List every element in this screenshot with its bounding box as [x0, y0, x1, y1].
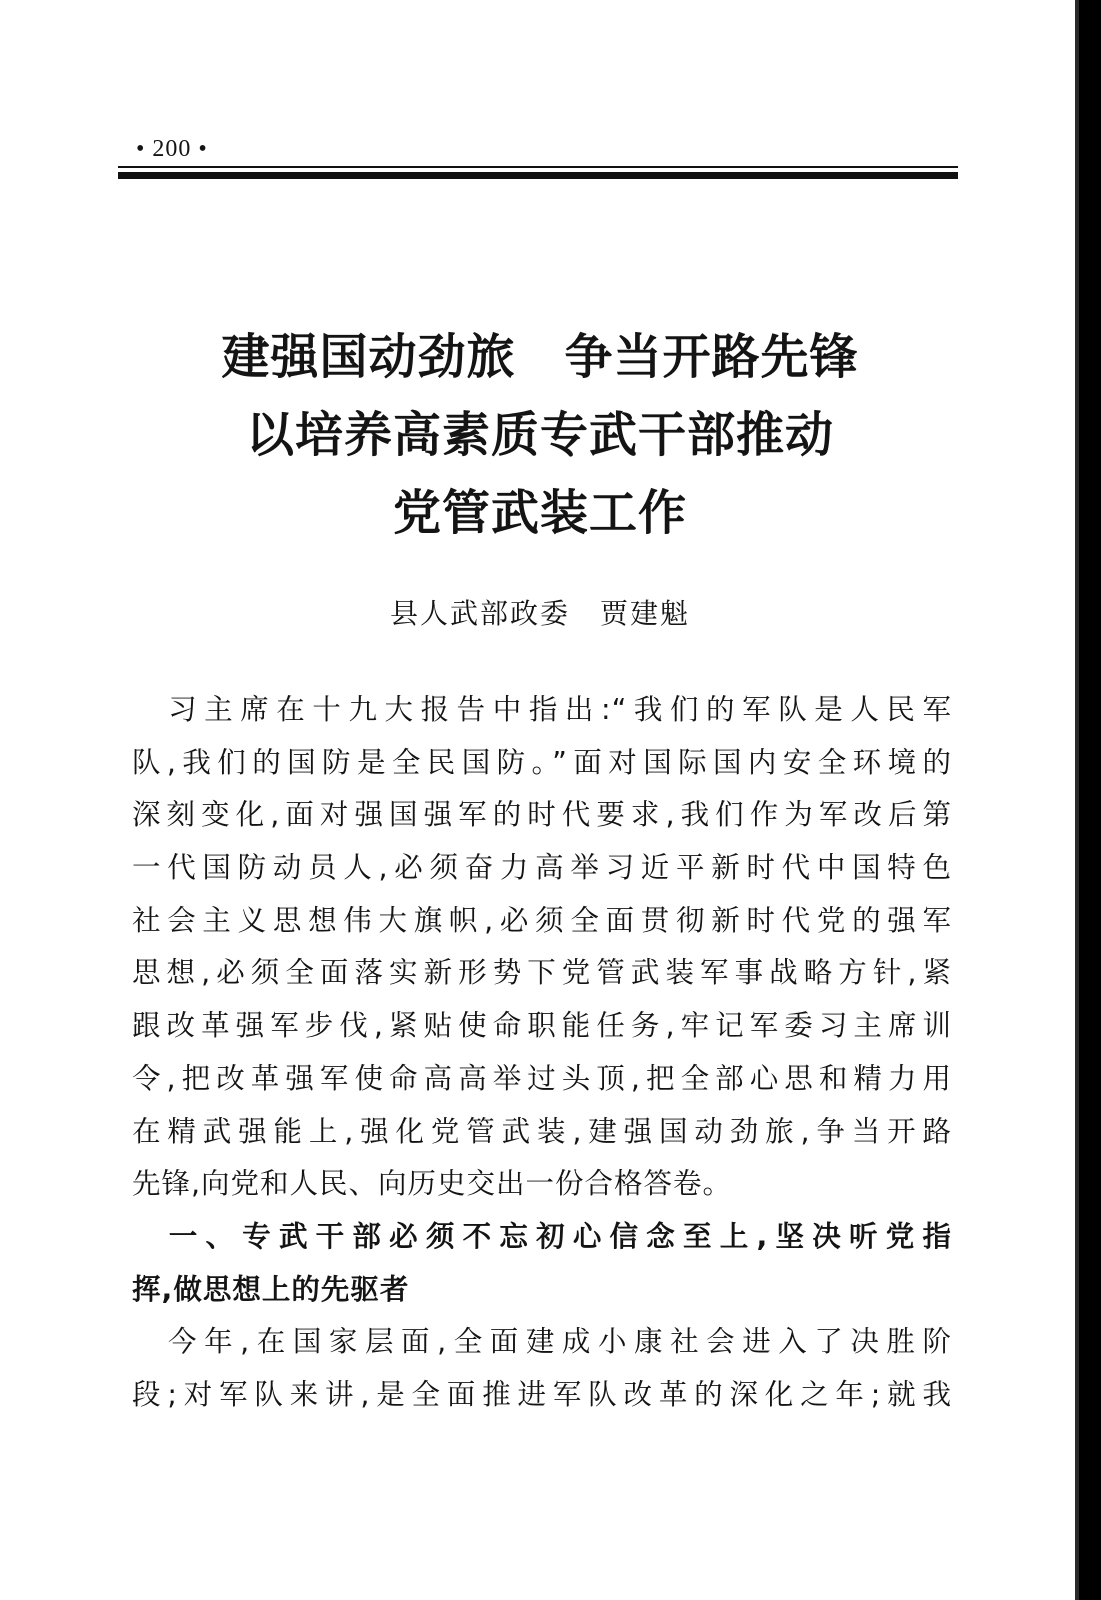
text-line: 在精武强能上,强化党管武装,建强国动劲旅,争当开路 [132, 1114, 952, 1148]
title-line-3: 党管武装工作 [392, 485, 687, 541]
paragraph-1 [132, 684, 952, 1211]
heading-line: 一、专武干部必须不忘初心信念至上,坚决听党指 [132, 1220, 952, 1253]
text-line: 今年,在国家层面,全面建成小康社会进入了决胜阶 [132, 1325, 952, 1358]
text-line: 先锋,向党和人民、向历史交出一份合格答卷。 [132, 1167, 733, 1201]
scan-edge [1079, 0, 1101, 1600]
title-line-2: 以培养高素质专武干部推动 [245, 407, 834, 463]
text-line: 跟改革强军步伐,紧贴使命职能任务,牢记军委习主席训 [132, 1009, 952, 1043]
header-rule-thin [118, 166, 958, 168]
text-line: 令,把改革强军使命高高举过头顶,把全部心思和精力用 [132, 1061, 952, 1095]
text-line: 深刻变化,面对强国强军的时代要求,我们作为军改后第 [132, 798, 952, 832]
section-heading-1 [132, 1211, 952, 1316]
heading-line: 挥,做思想上的先驱者 [132, 1272, 410, 1306]
text-line: 思想,必须全面落实新形势下党管武装军事战略方针,紧 [132, 956, 952, 990]
text-line: 习主席在十九大报告中指出:“我们的军队是人民军 [132, 693, 952, 726]
text-line: 段;对军队来讲,是全面推进军队改革的深化之年;就我 [132, 1377, 952, 1411]
paragraph-2 [132, 1316, 952, 1421]
page-number: • 200 • [136, 136, 208, 162]
text-line: 社会主义思想伟大旗帜,必须全面贯彻新时代党的强军 [132, 903, 952, 937]
header-rule-thick [118, 172, 958, 179]
text-line: 队,我们的国防是全民国防。”面对国际国内安全环境的 [132, 745, 952, 779]
title-line-1: 建强国动劲旅 争当开路先锋 [221, 329, 859, 385]
author-byline: 县人武部政委 贾建魁 [389, 597, 690, 630]
text-line: 一代国防动员人,必须奋力高举习近平新时代中国特色 [132, 851, 952, 885]
